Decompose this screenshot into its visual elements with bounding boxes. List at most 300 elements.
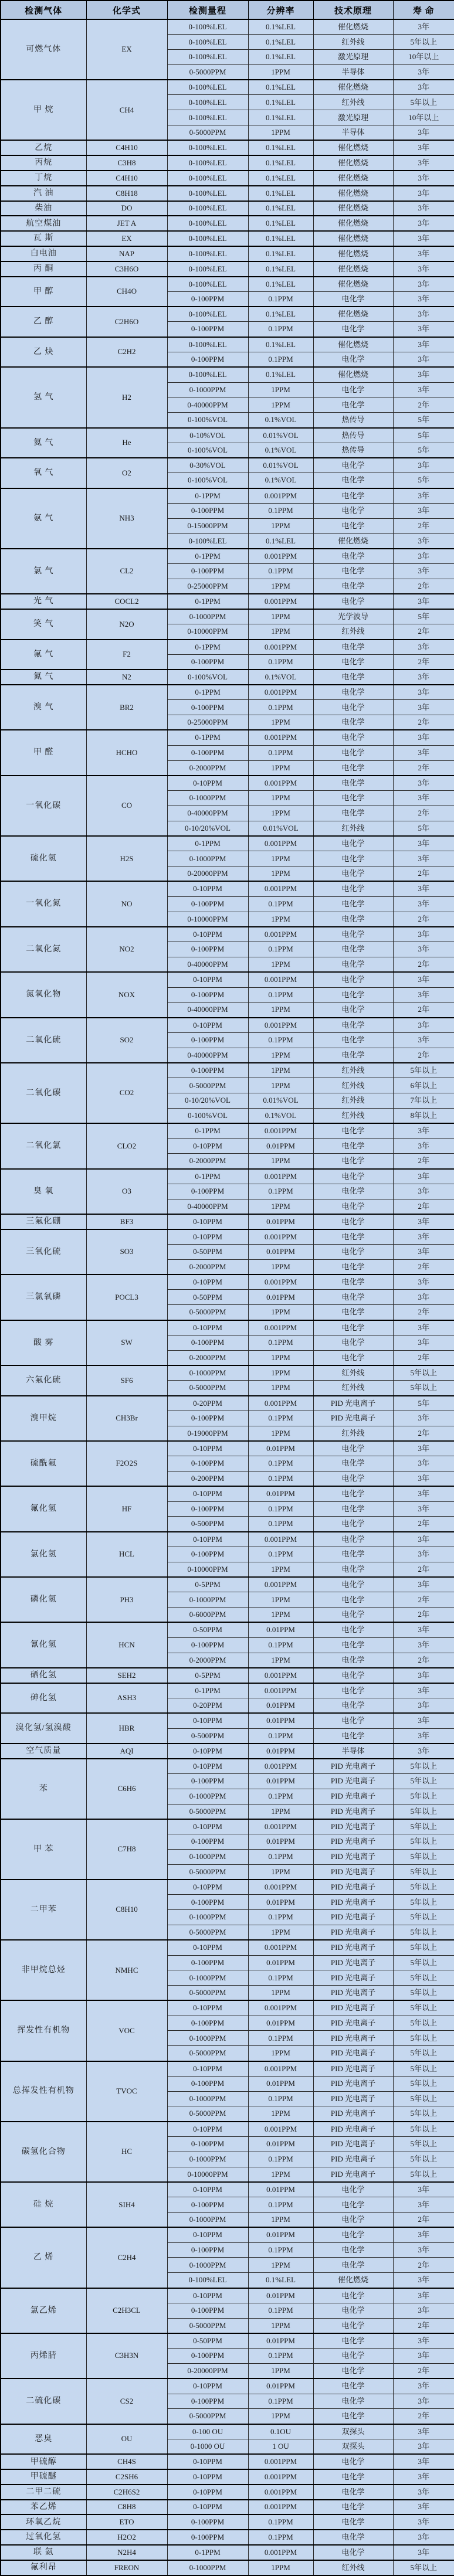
formula-cell: NAP xyxy=(86,246,167,261)
principle-cell: 激光原理 xyxy=(313,110,393,125)
principle-cell: 电化学 xyxy=(313,1577,393,1592)
resolution-cell: 0.01PPM xyxy=(248,1744,313,1759)
range-cell: 0-2000PPM xyxy=(167,1259,248,1275)
gas-name-cell: 甲 烷 xyxy=(1,80,86,140)
table-row xyxy=(1,2485,454,2500)
principle-cell: 催化燃烧 xyxy=(313,155,393,171)
resolution-cell: 0.1PPM xyxy=(248,1456,313,1471)
formula-cell: NO2 xyxy=(86,927,167,972)
resolution-cell: 0.1PPM xyxy=(248,2031,313,2046)
lifespan-cell: 3年 xyxy=(393,367,454,382)
principle-cell: 激光原理 xyxy=(313,50,393,65)
lifespan-cell: 2年 xyxy=(393,1653,454,1668)
lifespan-cell: 3年 xyxy=(393,186,454,201)
range-cell: 0-5PPM xyxy=(167,1577,248,1592)
lifespan-cell: 5年以上 xyxy=(393,2152,454,2167)
resolution-cell: 0.1PPM xyxy=(248,1184,313,1199)
principle-cell: 电化学 xyxy=(313,1350,393,1365)
principle-cell: 电化学 xyxy=(313,700,393,715)
table-row xyxy=(1,2182,454,2197)
principle-cell: 红外线 xyxy=(313,35,393,50)
table-row xyxy=(1,171,454,186)
lifespan-cell: 3年 xyxy=(393,2303,454,2318)
range-cell: 0-500PPM xyxy=(167,1728,248,1744)
principle-cell: 催化燃烧 xyxy=(313,307,393,322)
principle-cell: 电化学 xyxy=(313,670,393,685)
gas-name-cell: 航空煤油 xyxy=(1,216,86,231)
lifespan-cell: 2年 xyxy=(393,760,454,776)
table-row xyxy=(1,836,454,851)
principle-cell: PID 光电离子 xyxy=(313,1789,393,1804)
principle-cell: 催化燃烧 xyxy=(313,2273,393,2288)
range-cell: 0-1000PPM xyxy=(167,1970,248,1986)
formula-cell: CH4 xyxy=(86,80,167,140)
principle-cell: 半导体 xyxy=(313,64,393,80)
gas-name-cell: 光 气 xyxy=(1,594,86,609)
lifespan-cell: 3年 xyxy=(393,942,454,957)
resolution-cell: 1PPM xyxy=(248,866,313,882)
formula-cell: NO xyxy=(86,881,167,926)
range-cell: 0-5000PPM xyxy=(167,2409,248,2424)
lifespan-cell: 3年 xyxy=(393,2424,454,2439)
principle-cell: 电化学 xyxy=(313,851,393,866)
range-cell: 0-100%LEL xyxy=(167,80,248,95)
lifespan-cell: 5年以上 xyxy=(393,1063,454,1078)
range-cell: 0-15000PPM xyxy=(167,518,248,533)
gas-name-cell: 恶臭 xyxy=(1,2424,86,2455)
principle-cell: 电化学 xyxy=(313,1275,393,1290)
principle-cell: 红外线 xyxy=(313,1365,393,1381)
formula-cell: DO xyxy=(86,201,167,216)
range-cell: 0-5PPM xyxy=(167,1668,248,1683)
resolution-cell: 0.1PPM xyxy=(248,291,313,307)
resolution-cell: 0.001PPM xyxy=(248,836,313,851)
gas-name-cell: 氯乙烯 xyxy=(1,2288,86,2333)
formula-cell: CH3Br xyxy=(86,1396,167,1441)
range-cell: 0-5000PPM xyxy=(167,1078,248,1093)
principle-cell: 电化学 xyxy=(313,1123,393,1139)
lifespan-cell: 2年 xyxy=(393,912,454,927)
resolution-cell: 0.001PPM xyxy=(248,2485,313,2500)
lifespan-cell: 5年以上 xyxy=(393,2167,454,2182)
table-row xyxy=(1,1214,454,1229)
formula-cell: CLO2 xyxy=(86,1123,167,1168)
resolution-cell: 0.1%LEL xyxy=(248,50,313,65)
principle-cell: 催化燃烧 xyxy=(313,533,393,549)
resolution-cell: 0.1%VOL xyxy=(248,1108,313,1123)
lifespan-cell: 3年 xyxy=(393,2394,454,2409)
lifespan-cell: 2年 xyxy=(393,1350,454,1365)
gas-name-cell: 二甲二硫 xyxy=(1,2485,86,2500)
range-cell: 0-10/20%VOL xyxy=(167,1093,248,1109)
table-row xyxy=(1,730,454,745)
gas-name-cell: 硫酰氟 xyxy=(1,1441,86,1486)
table-row xyxy=(1,201,454,216)
range-cell: 0-5000PPM xyxy=(167,125,248,141)
lifespan-cell: 3年 xyxy=(393,2439,454,2455)
resolution-cell: 0.1OU xyxy=(248,2424,313,2439)
lifespan-cell: 2年 xyxy=(393,1426,454,1441)
range-cell: 0-10PPM xyxy=(167,1744,248,1759)
lifespan-cell: 3年 xyxy=(393,927,454,942)
principle-cell: 半导体 xyxy=(313,125,393,141)
table-row xyxy=(1,2454,454,2469)
gas-name-cell: 氮 气 xyxy=(1,670,86,685)
lifespan-cell: 3年 xyxy=(393,2454,454,2469)
resolution-cell: 0.1PPM xyxy=(248,564,313,579)
range-cell: 0-100PPM xyxy=(167,1895,248,1910)
range-cell: 0-100PPM xyxy=(167,291,248,307)
principle-cell: 电化学 xyxy=(313,2288,393,2303)
range-cell: 0-500PPM xyxy=(167,1517,248,1532)
resolution-cell: 0.01PPM xyxy=(248,2137,313,2152)
range-cell: 0-100%LEL xyxy=(167,186,248,201)
range-cell: 0-20000PPM xyxy=(167,866,248,882)
formula-cell: N2O xyxy=(86,609,167,640)
lifespan-cell: 3年 xyxy=(393,2469,454,2485)
range-cell: 0-10PPM xyxy=(167,2500,248,2515)
formula-cell: C2H6S2 xyxy=(86,2485,167,2500)
lifespan-cell: 3年 xyxy=(393,851,454,866)
resolution-cell: 0.001PPM xyxy=(248,2545,313,2560)
resolution-cell: 0.001PPM xyxy=(248,927,313,942)
table-row xyxy=(1,549,454,564)
gas-name-cell: 乙烷 xyxy=(1,140,86,155)
lifespan-cell: 3年 xyxy=(393,382,454,397)
table-row xyxy=(1,685,454,700)
formula-cell: VOC xyxy=(86,2000,167,2061)
table-row xyxy=(1,367,454,382)
formula-cell: JET A xyxy=(86,216,167,231)
principle-cell: 电化学 xyxy=(313,1214,393,1229)
lifespan-cell: 3年 xyxy=(393,549,454,564)
resolution-cell: 0.01PPM xyxy=(248,2227,313,2242)
principle-cell: 电化学 xyxy=(313,2242,393,2258)
lifespan-cell: 2年 xyxy=(393,2258,454,2273)
resolution-cell: 0.001PPM xyxy=(248,685,313,700)
gas-name-cell: 碳氢化合物 xyxy=(1,2122,86,2182)
principle-cell: 红外线 xyxy=(313,1078,393,1093)
principle-cell: PID 光电离子 xyxy=(313,1940,393,1955)
lifespan-cell: 5年以上 xyxy=(393,1759,454,1774)
range-cell: 0-40000PPM xyxy=(167,957,248,972)
resolution-cell: 1PPM xyxy=(248,1562,313,1577)
table-row xyxy=(1,2500,454,2515)
gas-name-cell: 过氧化氢 xyxy=(1,2530,86,2545)
resolution-cell: 1PPM xyxy=(248,1426,313,1441)
resolution-cell: 0.1PPM xyxy=(248,2152,313,2167)
principle-cell: 电化学 xyxy=(313,2469,393,2485)
lifespan-cell: 2年 xyxy=(393,806,454,821)
range-cell: 0-10PPM xyxy=(167,2288,248,2303)
principle-cell: 电化学 xyxy=(313,397,393,413)
gas-name-cell: 氰化氢 xyxy=(1,1622,86,1667)
lifespan-cell: 3年 xyxy=(393,337,454,352)
lifespan-cell: 2年 xyxy=(393,2213,454,2228)
range-cell: 0-100%VOL xyxy=(167,413,248,428)
formula-cell: NH3 xyxy=(86,488,167,549)
gas-name-cell: 氯化氢 xyxy=(1,1532,86,1577)
lifespan-cell: 3年 xyxy=(393,1320,454,1335)
table-row xyxy=(1,231,454,246)
range-cell: 0-100%LEL xyxy=(167,201,248,216)
table-row xyxy=(1,594,454,609)
principle-cell: PID 光电离子 xyxy=(313,2076,393,2091)
range-cell: 0-1000PPM xyxy=(167,2091,248,2106)
table-row xyxy=(1,972,454,987)
principle-cell: 电化学 xyxy=(313,1637,393,1653)
resolution-cell: 0.01PPM xyxy=(248,2378,313,2394)
lifespan-cell: 2年 xyxy=(393,1562,454,1577)
resolution-cell: 0.1PPM xyxy=(248,1970,313,1986)
resolution-cell: 0.1PPM xyxy=(248,1517,313,1532)
resolution-cell: 1PPM xyxy=(248,791,313,806)
principle-cell: 电化学 xyxy=(313,881,393,896)
table-row xyxy=(1,1486,454,1501)
principle-cell: 电化学 xyxy=(313,1032,393,1048)
principle-cell: 电化学 xyxy=(313,1441,393,1456)
gas-name-cell: 氯 气 xyxy=(1,549,86,594)
principle-cell: 电化学 xyxy=(313,322,393,337)
range-cell: 0-5000PPM xyxy=(167,1925,248,1940)
range-cell: 0-100PPM xyxy=(167,1547,248,1562)
range-cell: 0-100%LEL xyxy=(167,261,248,277)
range-cell: 0-10PPM xyxy=(167,1229,248,1245)
range-cell: 0-1PPM xyxy=(167,549,248,564)
principle-cell: 电化学 xyxy=(313,836,393,851)
table-row xyxy=(1,1441,454,1456)
principle-cell: PID 光电离子 xyxy=(313,1819,393,1834)
range-cell: 0-2000PPM xyxy=(167,760,248,776)
formula-cell: C2SH6 xyxy=(86,2469,167,2485)
principle-cell: 催化燃烧 xyxy=(313,246,393,261)
resolution-cell: 1PPM xyxy=(248,715,313,730)
lifespan-cell: 3年 xyxy=(393,291,454,307)
resolution-cell: 1PPM xyxy=(248,579,313,594)
lifespan-cell: 3年 xyxy=(393,2197,454,2213)
range-cell: 0-100PPM xyxy=(167,2514,248,2530)
lifespan-cell: 3年 xyxy=(393,1139,454,1154)
resolution-cell: 0.1%LEL xyxy=(248,231,313,246)
table-row xyxy=(1,776,454,791)
formula-cell: H2S xyxy=(86,836,167,881)
lifespan-cell: 3年 xyxy=(393,1622,454,1637)
range-cell: 0-100PPM xyxy=(167,1637,248,1653)
resolution-cell: 0.001PPM xyxy=(248,2500,313,2515)
lifespan-cell: 2年 xyxy=(393,1048,454,1063)
formula-cell: He xyxy=(86,428,167,458)
lifespan-cell: 5年以上 xyxy=(393,2000,454,2016)
resolution-cell: 1PPM xyxy=(248,851,313,866)
resolution-cell: 0.01%VOL xyxy=(248,821,313,836)
formula-cell: COCL2 xyxy=(86,594,167,609)
formula-cell: CH4S xyxy=(86,2454,167,2469)
gas-name-cell: 氟利昂 xyxy=(1,2560,86,2575)
principle-cell: 电化学 xyxy=(313,2227,393,2242)
principle-cell: PID 光电离子 xyxy=(313,1411,393,1426)
resolution-cell: 1PPM xyxy=(248,806,313,821)
range-cell: 0-5000PPM xyxy=(167,1864,248,1880)
formula-cell: BF3 xyxy=(86,1214,167,1229)
range-cell: 0-20000PPM xyxy=(167,2364,248,2379)
range-cell: 0-40000PPM xyxy=(167,806,248,821)
principle-cell: 电化学 xyxy=(313,730,393,745)
formula-cell: NOX xyxy=(86,972,167,1017)
principle-cell: 电化学 xyxy=(313,1683,393,1698)
table-row xyxy=(1,1532,454,1547)
range-cell: 0-10%VOL xyxy=(167,428,248,443)
resolution-cell: 0.001PPM xyxy=(248,1018,313,1033)
formula-cell: CS2 xyxy=(86,2378,167,2424)
principle-cell: 电化学 xyxy=(313,1592,393,1608)
range-cell: 0-1000PPM xyxy=(167,1910,248,1925)
gas-name-cell: 总挥发性有机物 xyxy=(1,2061,86,2122)
resolution-cell: 0.001PPM xyxy=(248,1169,313,1184)
formula-cell: ETO xyxy=(86,2514,167,2530)
principle-cell: PID 光电离子 xyxy=(313,1895,393,1910)
lifespan-cell: 2年 xyxy=(393,1154,454,1169)
range-cell: 0-40000PPM xyxy=(167,397,248,413)
lifespan-cell: 3年 xyxy=(393,1668,454,1683)
lifespan-cell: 5年 xyxy=(393,443,454,458)
range-cell: 0-30%VOL xyxy=(167,458,248,473)
principle-cell: 红外线 xyxy=(313,1063,393,1078)
gas-name-cell: 溴化氢/氢溴酸 xyxy=(1,1713,86,1744)
lifespan-cell: 3年 xyxy=(393,896,454,912)
lifespan-cell: 3年 xyxy=(393,1501,454,1517)
lifespan-cell: 2年 xyxy=(393,1305,454,1320)
principle-cell: 催化燃烧 xyxy=(313,171,393,186)
principle-cell: 电化学 xyxy=(313,1305,393,1320)
lifespan-cell: 2年 xyxy=(393,715,454,730)
range-cell: 0-5000PPM xyxy=(167,2318,248,2333)
gas-name-cell: 丙 酮 xyxy=(1,261,86,277)
formula-cell: F2O2S xyxy=(86,1441,167,1486)
principle-cell: 催化燃烧 xyxy=(313,277,393,292)
lifespan-cell: 3年 xyxy=(393,1486,454,1501)
table-row xyxy=(1,1169,454,1184)
table-row xyxy=(1,428,454,443)
resolution-cell: 0.001PPM xyxy=(248,1759,313,1774)
range-cell: 0-100%LEL xyxy=(167,231,248,246)
formula-cell: C2H2 xyxy=(86,337,167,368)
range-cell: 0-100PPM xyxy=(167,896,248,912)
lifespan-cell: 2年 xyxy=(393,957,454,972)
resolution-cell: 0.001PPM xyxy=(248,776,313,791)
resolution-cell: 0.1%LEL xyxy=(248,201,313,216)
lifespan-cell: 3年 xyxy=(393,2333,454,2349)
table-row xyxy=(1,488,454,504)
table-row xyxy=(1,2530,454,2545)
resolution-cell: 0.01PPM xyxy=(248,2288,313,2303)
resolution-cell: 0.01PPM xyxy=(248,1214,313,1229)
principle-cell: 电化学 xyxy=(313,1486,393,1501)
range-cell: 0-1000PPM xyxy=(167,2560,248,2575)
principle-cell: 电化学 xyxy=(313,1320,393,1335)
resolution-cell: 0.001PPM xyxy=(248,2469,313,2485)
resolution-cell: 0.1PPM xyxy=(248,1032,313,1048)
range-cell: 0-10PPM xyxy=(167,2061,248,2077)
lifespan-cell: 3年 xyxy=(393,125,454,141)
resolution-cell: 0.01PPM xyxy=(248,2333,313,2349)
range-cell: 0-100%VOL xyxy=(167,473,248,488)
resolution-cell: 0.1PPM xyxy=(248,2514,313,2530)
formula-cell: C2H3CL xyxy=(86,2288,167,2333)
resolution-cell: 0.001PPM xyxy=(248,1683,313,1698)
formula-cell: C7H8 xyxy=(86,1819,167,1880)
lifespan-cell: 5年以上 xyxy=(393,1895,454,1910)
principle-cell: 电化学 xyxy=(313,2303,393,2318)
table-row xyxy=(1,140,454,155)
principle-cell: 电化学 xyxy=(313,1532,393,1547)
range-cell: 0-10PPM xyxy=(167,881,248,896)
resolution-cell: 0.1PPM xyxy=(248,987,313,1002)
range-cell: 0-20PPM xyxy=(167,1396,248,1411)
resolution-cell: 0.1PPM xyxy=(248,1501,313,1517)
resolution-cell: 1PPM xyxy=(248,1653,313,1668)
lifespan-cell: 5年以上 xyxy=(393,2122,454,2137)
range-cell: 0-25000PPM xyxy=(167,715,248,730)
range-cell: 0-5000PPM xyxy=(167,1381,248,1396)
lifespan-cell: 3年 xyxy=(393,1577,454,1592)
gas-name-cell: 柴油 xyxy=(1,201,86,216)
gas-name-cell: 联 氨 xyxy=(1,2545,86,2560)
resolution-cell: 0.1PPM xyxy=(248,2242,313,2258)
principle-cell: 催化燃烧 xyxy=(313,140,393,155)
lifespan-cell: 3年 xyxy=(393,277,454,292)
range-cell: 0-100%LEL xyxy=(167,216,248,231)
lifespan-cell: 3年 xyxy=(393,2288,454,2303)
principle-cell: PID 光电离子 xyxy=(313,2091,393,2106)
table-row xyxy=(1,80,454,95)
lifespan-cell: 5年以上 xyxy=(393,2016,454,2031)
range-cell: 0-10000PPM xyxy=(167,2167,248,2182)
lifespan-cell: 3年 xyxy=(393,1229,454,1245)
range-cell: 0-100%LEL xyxy=(167,246,248,261)
table-row xyxy=(1,2514,454,2530)
formula-cell: AQI xyxy=(86,1744,167,1759)
gas-name-cell: 甲 醇 xyxy=(1,277,86,307)
resolution-cell: 1PPM xyxy=(248,1986,313,2001)
range-cell: 0-10PPM xyxy=(167,1214,248,1229)
principle-cell: PID 光电离子 xyxy=(313,1834,393,1850)
lifespan-cell: 3年 xyxy=(393,594,454,609)
range-cell: 0-100PPM xyxy=(167,2137,248,2152)
range-cell: 0-50PPM xyxy=(167,2333,248,2349)
lifespan-cell: 3年 xyxy=(393,2273,454,2288)
range-cell: 0-100PPM xyxy=(167,352,248,368)
principle-cell: 电化学 xyxy=(313,1608,393,1623)
column-header: 化学式 xyxy=(86,1,167,19)
formula-cell: C8H10 xyxy=(86,1880,167,1940)
range-cell: 0-100PPM xyxy=(167,942,248,957)
gas-name-cell: 二甲苯 xyxy=(1,1880,86,1940)
formula-cell: O3 xyxy=(86,1169,167,1214)
principle-cell: 电化学 xyxy=(313,2258,393,2273)
principle-cell: 催化燃烧 xyxy=(313,231,393,246)
principle-cell: 电化学 xyxy=(313,640,393,655)
principle-cell: 热传导 xyxy=(313,443,393,458)
range-cell: 0-50PPM xyxy=(167,1290,248,1305)
lifespan-cell: 5年以上 xyxy=(393,95,454,110)
principle-cell: 电化学 xyxy=(313,1668,393,1683)
formula-cell: CO2 xyxy=(86,1063,167,1123)
gas-name-cell: 氧 气 xyxy=(1,458,86,488)
table-row xyxy=(1,1275,454,1290)
lifespan-cell: 5年以上 xyxy=(393,2106,454,2122)
gas-name-cell: 二氧化硫 xyxy=(1,1018,86,1063)
table-row xyxy=(1,2122,454,2137)
